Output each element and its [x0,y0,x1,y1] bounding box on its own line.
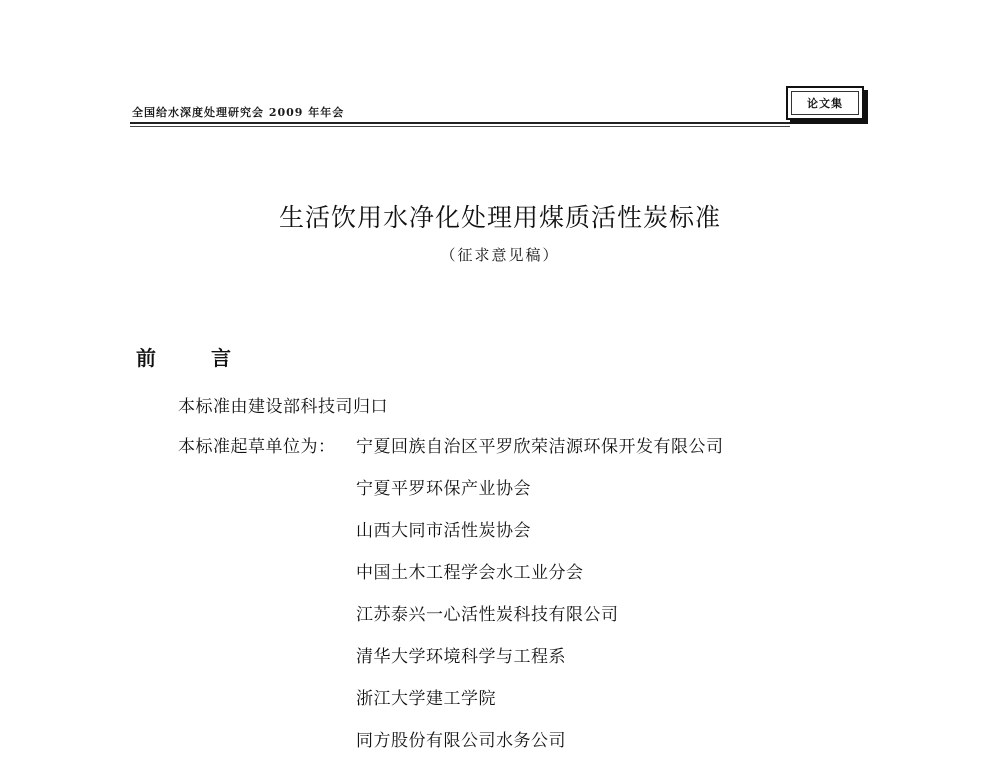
document-subtitle: （征求意见稿） [440,246,560,264]
running-header: 全国给水深度处理研究会 2009 年年会 [132,106,345,119]
drafting-unit: 山西大同市活性炭协会 [356,521,531,541]
drafting-unit: 清华大学环境科学与工程系 [356,647,566,667]
preface-heading: 前 言 [136,346,255,370]
drafting-unit: 同方股份有限公司水务公司 [356,731,566,751]
header-rule-thin [130,126,790,127]
drafting-unit: 宁夏回族自治区平罗欣荣洁源环保开发有限公司 [356,437,724,457]
drafting-unit: 江苏泰兴一心活性炭科技有限公司 [356,605,619,625]
drafting-units-label: 本标准起草单位为： [178,437,336,457]
collection-badge-label: 论文集 [791,91,859,115]
drafting-unit: 宁夏平罗环保产业协会 [356,479,531,499]
drafting-unit: 浙江大学建工学院 [356,689,496,709]
drafting-unit: 中国土木工程学会水工业分会 [356,563,584,583]
header-rule [130,122,790,124]
collection-badge [786,86,864,120]
preface-line-administration: 本标准由建设部科技司归口 [178,397,388,417]
document-title: 生活饮用水净化处理用煤质活性炭标准 [278,203,721,232]
